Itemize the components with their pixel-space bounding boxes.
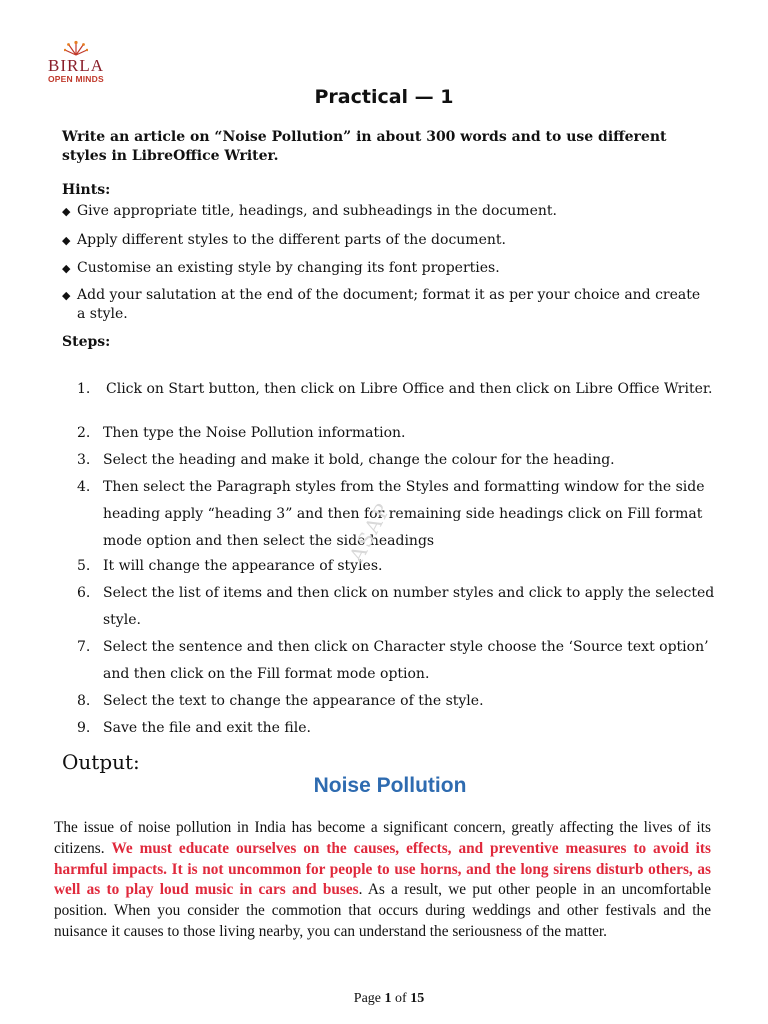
step-item <box>77 580 717 634</box>
hint-text: Apply different styles to the different parts of the document. <box>77 232 506 248</box>
page-total: 15 <box>410 991 425 1006</box>
step-text: Select the text to change the appearance of the style. <box>103 693 484 709</box>
hint-text: Give appropriate title, headings, and subheadings in the document. <box>77 203 557 219</box>
hints-heading: Hints: <box>62 182 111 198</box>
page-word: Page <box>353 991 385 1006</box>
article-paragraph <box>54 818 711 943</box>
hint-text: Add your salutation at the end of the document; format it as per your choice and create a style. <box>77 287 701 322</box>
step-item <box>77 634 717 688</box>
step-number: 3. <box>77 452 91 468</box>
step-number: 2. <box>77 425 91 441</box>
step-item <box>77 380 717 398</box>
step-text: Select the heading and make it bold, change the colour for the heading. <box>103 452 615 468</box>
step-text: Save the file and exit the file. <box>103 720 311 736</box>
of-word: of <box>391 991 411 1006</box>
step-item <box>77 553 717 580</box>
article-text: . As a result, we put other people in an uncomfortable position. When you consider the commotion that occurs during weddings and other festivals and the nuisance it causes to those living nearby, you can understand the seriousness of the matter. <box>54 881 711 940</box>
sunburst-icon <box>64 40 88 56</box>
step-number: 5. <box>77 558 91 574</box>
diamond-icon: ◆ <box>62 289 71 302</box>
step-number: 9. <box>77 720 91 736</box>
hint-item <box>62 231 702 250</box>
steps-heading: Steps: <box>62 334 111 350</box>
step-text: Then type the Noise Pollution information. <box>103 425 406 441</box>
step-text: Select the list of items and then click on number styles and click to apply the selected style. <box>103 585 715 628</box>
step-text: Select the sentence and then click on Character style choose the ‘Source text option’ and then click on the Fill format mode option. <box>103 639 709 682</box>
diamond-icon: ◆ <box>62 205 71 218</box>
birla-open-minds-logo <box>46 40 110 86</box>
step-number: 7. <box>77 639 91 655</box>
step-item <box>77 715 717 742</box>
task-statement: Write an article on “Noise Pollution” in about 300 words and to use different styles in LibreOffice Writer. <box>62 129 667 164</box>
hint-item <box>62 202 702 221</box>
logo-line-2: OPEN MINDS <box>48 74 104 84</box>
article-text: The issue of noise pollution in India has become a significant concern, greatly affecting the lives of its citizens. <box>54 819 711 857</box>
page-number: 1 <box>384 991 392 1006</box>
hint-text: Customise an existing style by changing its font properties. <box>77 260 500 276</box>
hint-item <box>62 259 702 278</box>
step-item <box>77 447 717 474</box>
step-text: It will change the appearance of styles. <box>103 558 383 574</box>
diamond-icon: ◆ <box>62 262 71 275</box>
step-number: 8. <box>77 693 91 709</box>
step-text: Click on Start button, then click on Libre Office and then click on Libre Office Writer. <box>106 381 713 397</box>
step-text: Then select the Paragraph styles from the Styles and formatting window for the side heading apply “heading 3” and then for remaining side headings click on Fill format mode option and then select the side headings <box>103 479 705 549</box>
step-number: 1. <box>77 381 91 397</box>
step-number: 4. <box>77 479 91 495</box>
step-item <box>77 688 717 715</box>
step-item <box>77 474 717 555</box>
article-heading: Noise Pollution <box>313 774 467 797</box>
output-heading: Output: <box>62 750 140 774</box>
hint-item <box>62 286 702 324</box>
article-highlight-text: We must educate ourselves on the causes, effects, and preventive measures to avoid its harmful impacts. It is not uncommon for people to use horns, and the long sirens disturb others, as well as to play loud music in cars and buses <box>54 839 711 899</box>
diamond-icon: ◆ <box>62 234 71 247</box>
watermark: ASAP <box>344 498 396 566</box>
page-title: Practical — 1 <box>314 86 454 108</box>
step-item <box>77 420 717 447</box>
step-number: 6. <box>77 585 91 601</box>
logo-line-1: BIRLA <box>48 56 104 75</box>
page-footer <box>0 991 768 1007</box>
